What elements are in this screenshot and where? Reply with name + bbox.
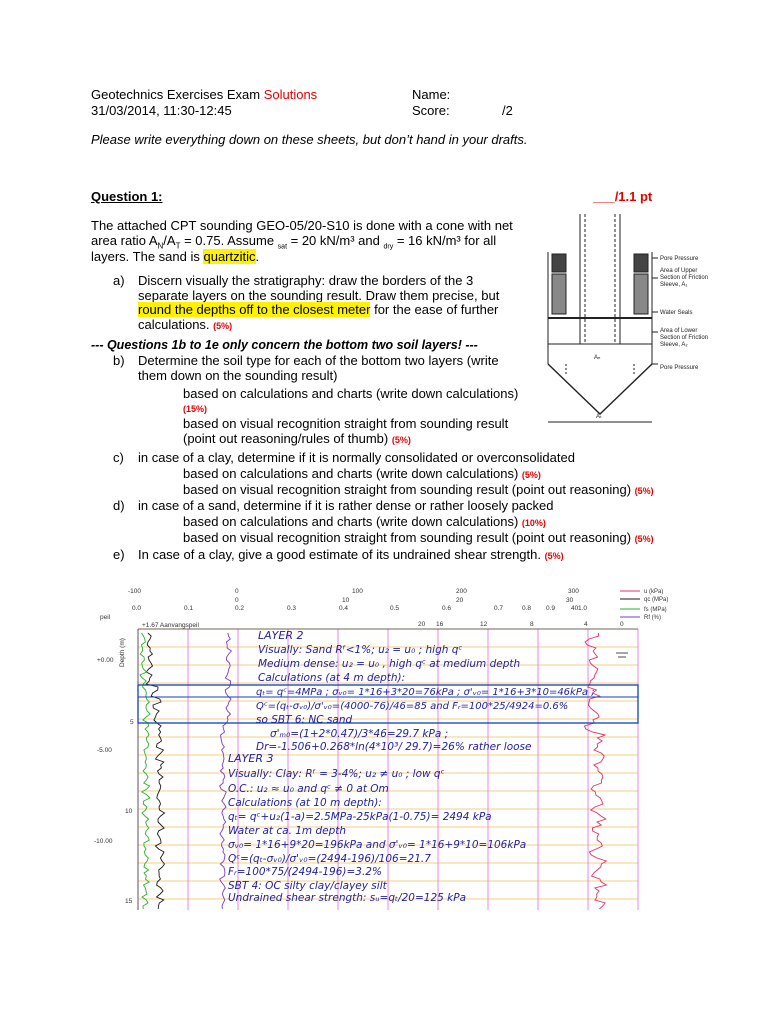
fs-tick: 0.9	[546, 605, 556, 612]
layer-3-su: Undrained shear strength: sᵤ=qₜ/20=125 kPa	[228, 892, 466, 904]
depth-axis-label: Depth (m)	[119, 638, 126, 667]
rf-tick: 20	[418, 621, 426, 628]
cone-label-pore-top: Pore Pressure	[660, 256, 699, 262]
item-c-sub-2: based on visual recognition straight from sounding result (point out reasoning) (5%)	[183, 482, 654, 497]
fs-tick: 0.1	[184, 605, 194, 612]
layer-3-eq2: σᵥ₀= 1*16+9*20=196kPa and σ'ᵥ₀= 1*16+9*10=106kPa	[228, 839, 527, 851]
layer-3-title: LAYER 3	[228, 752, 274, 765]
item-e-label: e)	[113, 547, 125, 562]
anvang-label: +1.67 Aanvangspeil	[142, 622, 199, 629]
item-d-label: d)	[113, 498, 125, 513]
fs-trace	[140, 633, 150, 909]
qc-tick: 10	[342, 597, 350, 604]
item-c-label: c)	[113, 450, 124, 465]
rf-tick: 0	[620, 621, 624, 628]
depth-tick: 15	[125, 898, 133, 905]
qc-tick: 20	[456, 597, 464, 604]
depth-tick: 5	[130, 719, 134, 726]
layer-2-title: LAYER 2	[258, 629, 304, 642]
svg-text:fs (MPa): fs (MPa)	[644, 607, 667, 613]
layer-2-medium: Medium dense: u₂ = u₀ , high qᶜ at medium depth	[258, 658, 521, 670]
layer-3-sbt: SBT 4: OC silty clay/clayey silt	[228, 880, 387, 892]
item-c-sub-1: based on calculations and charts (write down calculations) (5%)	[183, 466, 541, 481]
u-tick: 0	[235, 588, 239, 595]
instructions: Please write everything down on these sheets, but don’t hand in your drafts.	[91, 132, 528, 147]
fs-tick: 0.0	[132, 605, 142, 612]
item-b-sub-2: based on visual recognition straight from sounding result (point out reasoning/rules of thumb) (5%)	[183, 416, 509, 446]
item-e: In case of a clay, give a good estimate of its undrained shear strength. (5%)	[138, 547, 564, 562]
nap-tick: +0.00	[97, 657, 114, 664]
layer-3-oc: O.C.: u₂ ≈ u₀ and qᶜ ≠ 0 at Om	[228, 783, 389, 795]
layer-3-eq1: qₜ= qᶜ+u₂(1-a)=2.5MPa-25kPa(1-0.75)= 2494 kPa	[228, 811, 492, 823]
fs-tick: 0.4	[339, 605, 349, 612]
item-b-sub-1: based on calculations and charts (write down calculations) (15%)	[183, 386, 519, 414]
item-a: Discern visually the stratigraphy: draw the borders of the 3 separate layers on the sounding result. Draw them precise, but round the depths off to the closest meter for the ease of further calculations. (5%)	[138, 273, 500, 332]
layer-2-eq2: Qᶜ=(qₜ-σᵥ₀)/σ'ᵥ₀=(4000-76)/46=85 and Fᵣ=100*25/4924=0.6%	[256, 701, 569, 712]
layer-2-sbt: so SBT 6: NC sand	[256, 714, 353, 726]
intro-line-1: The attached CPT sounding GEO-05/20-S10 is done with a cone with net	[91, 218, 513, 233]
peil-label: peil	[100, 614, 111, 621]
depth-tick: 10	[125, 808, 133, 815]
layer-3-visually: Visually: Clay: Rᶠ = 3-4%; u₂ ≠ u₀ ; low qᶜ	[228, 768, 445, 780]
qc-tick: 30	[566, 597, 574, 604]
fs-tick: 0.3	[287, 605, 297, 612]
score-label: Score:	[412, 103, 450, 118]
cpt-cone-diagram	[538, 214, 718, 430]
rf-tick: 8	[530, 621, 534, 628]
intro-line-3: layers. The sand is quartzitic.	[91, 249, 260, 264]
cone-label-area-upper: Area of Upper Section of Friction Sleeve, A₁	[660, 268, 709, 288]
item-d-sub-1: based on calculations and charts (write down calculations) (10%)	[183, 514, 546, 529]
u-tick: 100	[352, 588, 363, 595]
item-d: in case of a sand, determine if it is rather dense or rather loosely packed	[138, 498, 554, 513]
plot-legend	[620, 589, 668, 621]
layer-2-dr: Dr=-1.506+0.268*ln(4*10³/ 29.7)=26% rather loose	[256, 741, 532, 753]
cone-label-an: Aₙ	[594, 355, 601, 361]
qc-tick: 40	[571, 605, 579, 612]
cone-label-water-seals: Water Seals	[660, 310, 693, 316]
note-line: --- Questions 1b to 1e only concern the bottom two soil layers! ---	[91, 338, 478, 352]
item-a-label: a)	[113, 273, 125, 288]
name-label: Name:	[412, 87, 451, 102]
u-tick: -100	[128, 588, 142, 595]
svg-text:Rf (%): Rf (%)	[644, 615, 661, 621]
cone-label-area-lower: Area of Lower Section of Friction Sleeve, A₂	[660, 328, 709, 348]
layer-3-eq4: Fᵣ=100*75/(2494-196)=3.2%	[228, 866, 382, 878]
layer-3-eq3: Qᶜ=(qₜ-σᵥ₀)/σ'ᵥ₀=(2494-196)/106=21.7	[228, 853, 431, 865]
exam-title: Geotechnics Exercises Exam Solutions	[91, 87, 318, 102]
cone-label-pore-bottom: Pore Pressure	[660, 365, 699, 371]
question-title: Question 1:	[91, 189, 163, 204]
score-value: /2	[502, 103, 513, 118]
rf-tick: 4	[584, 621, 588, 628]
item-b-label: b)	[113, 353, 125, 368]
qc-trace	[146, 633, 164, 909]
nap-tick: -5.00	[97, 747, 112, 754]
fs-tick: 1.0	[578, 605, 588, 612]
nap-tick: -10.00	[94, 838, 113, 845]
layer-2-calc: Calculations (at 4 m depth):	[258, 672, 406, 684]
layer-2-eq3: σ'ₘ₀=(1+2*0.47)/3*46=29.7 kPa ;	[270, 728, 449, 740]
intro-line-2: area ratio $A_N/A_T = 0.75$. Assume $_{sat}$ = 20 kN/m³ and $_{dry}$ = 16 kN/m³ for all	[91, 233, 497, 251]
layer-2-visually: Visually: Sand Rᶠ<1%; u₂ = u₀ ; high qᶜ	[258, 644, 463, 656]
exam-datetime: 31/03/2014, 11:30-12:45	[91, 103, 232, 118]
layer-2-eq1: qₜ= qᶜ=4MPa ; σᵥ₀= 1*16+3*20=76kPa ; σ'ᵥ₀= 1*16+3*10=46kPa ;	[256, 687, 595, 698]
rf-tick: 12	[480, 621, 488, 628]
fs-tick: 0.5	[390, 605, 400, 612]
item-d-sub-2: based on visual recognition straight from sounding result (point out reasoning) (5%)	[183, 530, 654, 545]
svg-text:qc (MPa): qc (MPa)	[644, 597, 668, 603]
u-tick: 300	[568, 588, 579, 595]
item-b: Determine the soil type for each of the bottom two layers (write them down on the sounding result)	[138, 353, 499, 383]
fs-tick: 0.7	[494, 605, 504, 612]
cone-label-at: Aₜ	[596, 414, 602, 420]
question-points: ___/1.1 pt	[593, 189, 653, 204]
layer-3-water: Water at ca. 1m depth	[228, 825, 347, 837]
fs-tick: 0.8	[522, 605, 532, 612]
item-c: in case of a clay, determine if it is normally consolidated or overconsolidated	[138, 450, 575, 465]
svg-text:u (kPa): u (kPa)	[644, 589, 664, 595]
u-tick: 200	[456, 588, 467, 595]
rf-tick: 16	[436, 621, 444, 628]
qc-tick: 0	[235, 597, 239, 604]
layer-3-calc: Calculations (at 10 m depth):	[228, 797, 382, 809]
fs-tick: 0.2	[235, 605, 245, 612]
fs-tick: 0.6	[442, 605, 452, 612]
